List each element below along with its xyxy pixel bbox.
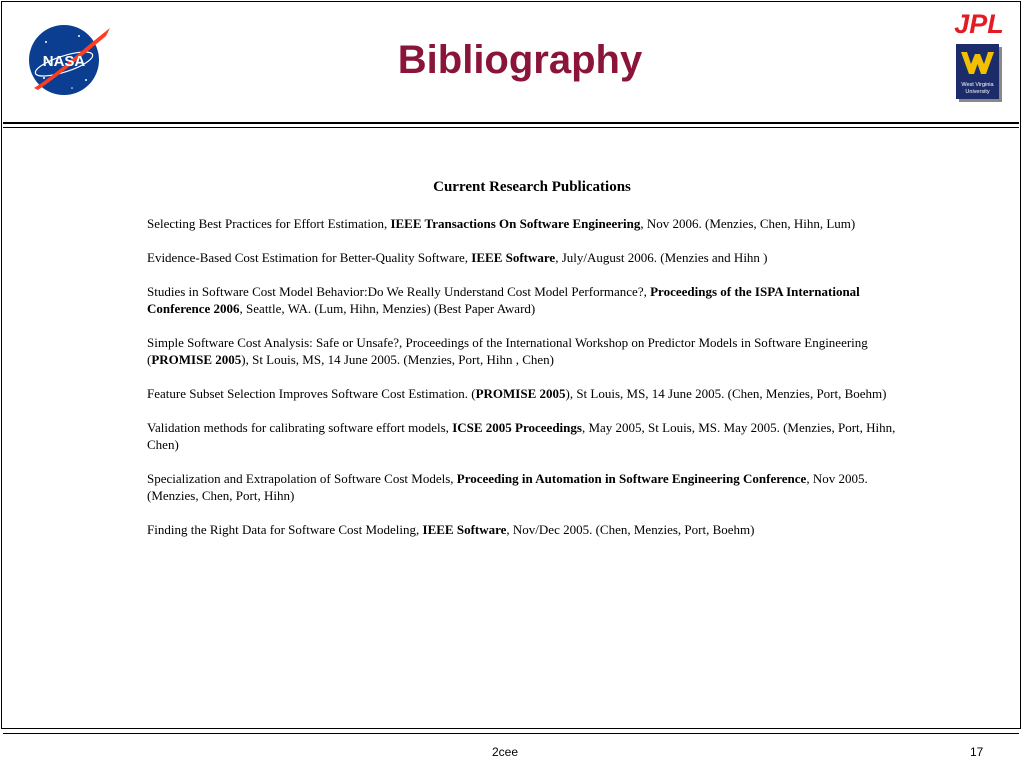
publication-venue: PROMISE 2005 — [151, 352, 242, 367]
nasa-logo-text: NASA — [42, 53, 86, 70]
publications-content — [147, 176, 917, 555]
publication-list — [147, 215, 917, 538]
publication-text: Studies in Software Cost Model Behavior:Do We Really Understand Cost Model Performance?, — [147, 284, 651, 299]
jpl-logo-text: JPL — [954, 10, 1004, 36]
publication-text: Feature Subset Selection Improves Software Cost Estimation. ( — [147, 386, 476, 401]
publication-details: , Seattle, WA. (Lum, Hihn, Menzies) (Best Paper Award) — [239, 301, 536, 316]
wvu-logo — [956, 44, 1002, 102]
publication-text: Simple Software Cost Analysis: Safe or Unsafe?, Proceedings of the International Workshop on Predictor Models in Software Engineering ( — [147, 335, 868, 367]
publication-item — [147, 521, 917, 538]
publication-venue: Proceedings of the ISPA International Conference 2006 — [147, 284, 860, 316]
publication-item — [147, 470, 917, 504]
publication-venue: IEEE Transactions On Software Engineering — [390, 216, 641, 231]
publication-text: Specialization and Extrapolation of Software Cost Models, — [147, 471, 457, 486]
publication-item — [147, 249, 917, 266]
publication-text: Finding the Right Data for Software Cost Modeling, — [147, 522, 423, 537]
header-divider-thin — [3, 127, 1019, 128]
publication-item — [147, 419, 917, 453]
publication-venue: PROMISE 2005 — [475, 386, 566, 401]
publication-text: Validation methods for calibrating software effort models, — [147, 420, 453, 435]
publication-details: ), St Louis, MS, 14 June 2005. (Menzies, Port, Hihn , Chen) — [241, 352, 554, 367]
publication-details: , Nov/Dec 2005. (Chen, Menzies, Port, Boehm) — [506, 522, 755, 537]
publication-venue: ICSE 2005 Proceedings — [452, 420, 582, 435]
publication-item — [147, 385, 917, 402]
publication-details: , Nov 2005. (Menzies, Chen, Port, Hihn) — [147, 471, 868, 503]
publication-venue: IEEE Software — [422, 522, 507, 537]
wvu-logo-line2: University — [965, 89, 990, 95]
section-heading: Current Research Publications — [433, 179, 631, 195]
publication-text: Evidence-Based Cost Estimation for Better-Quality Software, — [147, 250, 472, 265]
publication-item — [147, 283, 917, 317]
slide-title: Bibliography — [397, 38, 643, 82]
jpl-logo — [942, 10, 1016, 36]
footer-label: 2cee — [492, 745, 519, 759]
page-number: 17 — [970, 745, 984, 759]
header-divider-thick — [3, 122, 1019, 124]
publication-item — [147, 215, 917, 232]
publication-details: ), St Louis, MS, 14 June 2005. (Chen, Menzies, Port, Boehm) — [565, 386, 887, 401]
publication-details: , May 2005, St Louis, MS. May 2005. (Menzies, Port, Hihn, Chen) — [147, 420, 896, 452]
publication-venue: IEEE Software — [471, 250, 556, 265]
footer-divider — [3, 733, 1019, 734]
publication-details: , Nov 2006. (Menzies, Chen, Hihn, Lum) — [640, 216, 856, 231]
publication-text: Selecting Best Practices for Effort Estimation, — [147, 216, 391, 231]
publication-venue: Proceeding in Automation in Software Engineering Conference — [456, 471, 807, 486]
publication-details: , July/August 2006. (Menzies and Hihn ) — [555, 250, 768, 265]
publication-item — [147, 334, 917, 368]
wvu-logo-line1: West Virginia — [961, 82, 994, 88]
